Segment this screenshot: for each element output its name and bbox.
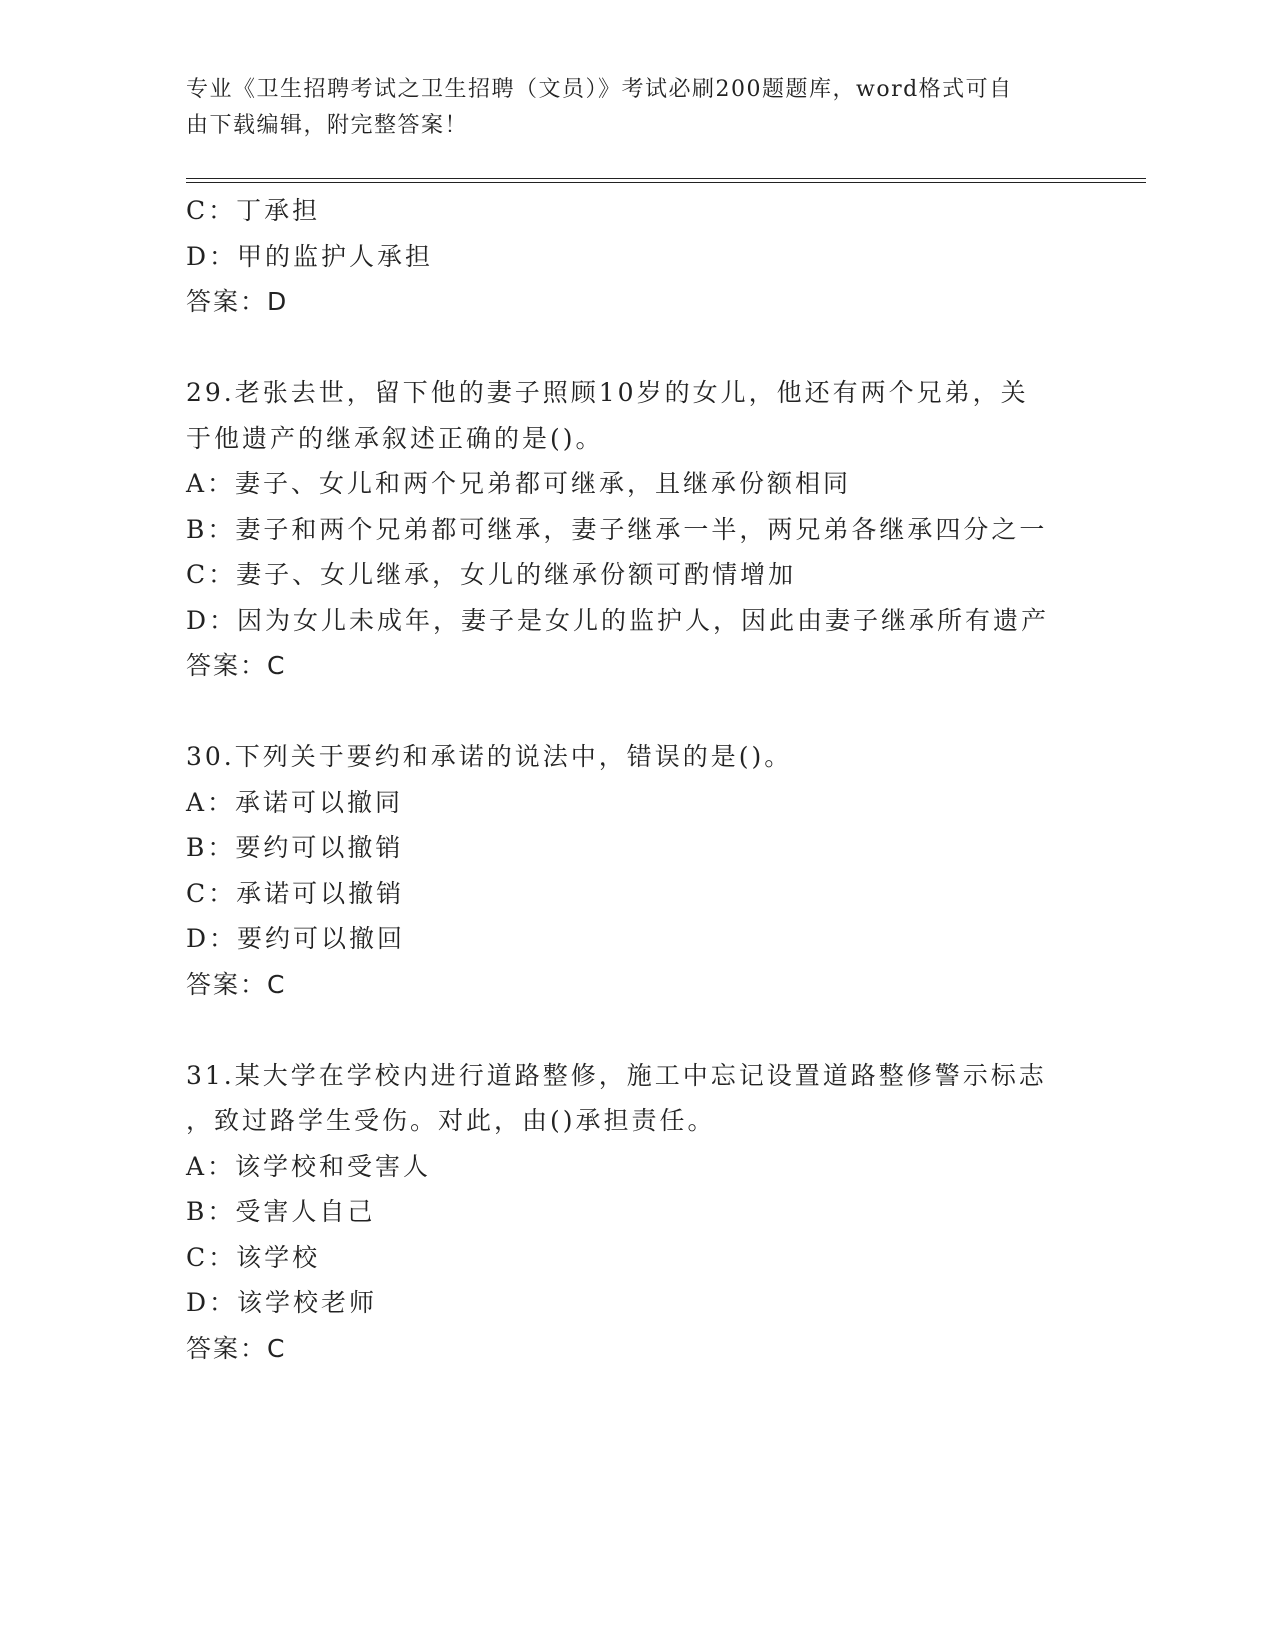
question-stem: ，致过路学生受伤。对此，由()承担责任。 xyxy=(186,1106,716,1135)
option-c: C：承诺可以撤销 xyxy=(186,878,405,908)
option-b: B：妻子和两个兄弟都可继承，妻子继承一半，两兄弟各继承四分之一 xyxy=(186,514,1048,544)
answer: 答案：D xyxy=(186,287,289,316)
option-a: A：承诺可以撤同 xyxy=(186,787,404,817)
option-b: B：要约可以撤销 xyxy=(186,833,404,862)
question-stem: 31.某大学在学校内进行道路整修，施工中忘记设置道路整修警示标志 xyxy=(186,1060,1047,1090)
answer: 答案：C xyxy=(186,1333,287,1363)
question-31 xyxy=(186,1053,1086,1372)
question-29 xyxy=(186,370,1086,689)
header-line-1: 专业《卫生招聘考试之卫生招聘（文员）》考试必刷200题题库，word格式可自 xyxy=(186,77,1013,102)
spacer xyxy=(186,689,1086,735)
spacer xyxy=(186,1007,1086,1053)
question-stem: 于他遗产的继承叙述正确的是()。 xyxy=(186,423,604,453)
option-b: B：受害人自己 xyxy=(186,1197,376,1226)
option-d: D：该学校老师 xyxy=(186,1288,378,1317)
header-divider xyxy=(186,178,1146,183)
question-30 xyxy=(186,734,1086,1007)
option-d: D：要约可以撤回 xyxy=(186,924,406,953)
option-c: C：该学校 xyxy=(186,1242,321,1272)
document-body xyxy=(186,188,1086,1371)
page-header xyxy=(186,72,1066,144)
question-stem: 29.老张去世，留下他的妻子照顾10岁的女儿，他还有两个兄弟，关 xyxy=(186,378,1029,407)
header-line-2: 由下载编辑，附完整答案！ xyxy=(186,113,469,138)
option-d: D：甲的监护人承担 xyxy=(186,241,434,271)
option-d: D：因为女儿未成年，妻子是女儿的监护人，因此由妻子继承所有遗产 xyxy=(186,605,1050,635)
option-c: C：丁承担 xyxy=(186,196,321,225)
option-a: A：该学校和受害人 xyxy=(186,1151,432,1181)
answer: 答案：C xyxy=(186,651,287,680)
continued-question xyxy=(186,188,1086,325)
answer: 答案：C xyxy=(186,969,287,999)
spacer xyxy=(186,325,1086,371)
question-stem: 30.下列关于要约和承诺的说法中，错误的是()。 xyxy=(186,742,793,771)
option-c: C：妻子、女儿继承，女儿的继承份额可酌情增加 xyxy=(186,560,797,589)
option-a: A：妻子、女儿和两个兄弟都可继承，且继承份额相同 xyxy=(186,469,852,498)
